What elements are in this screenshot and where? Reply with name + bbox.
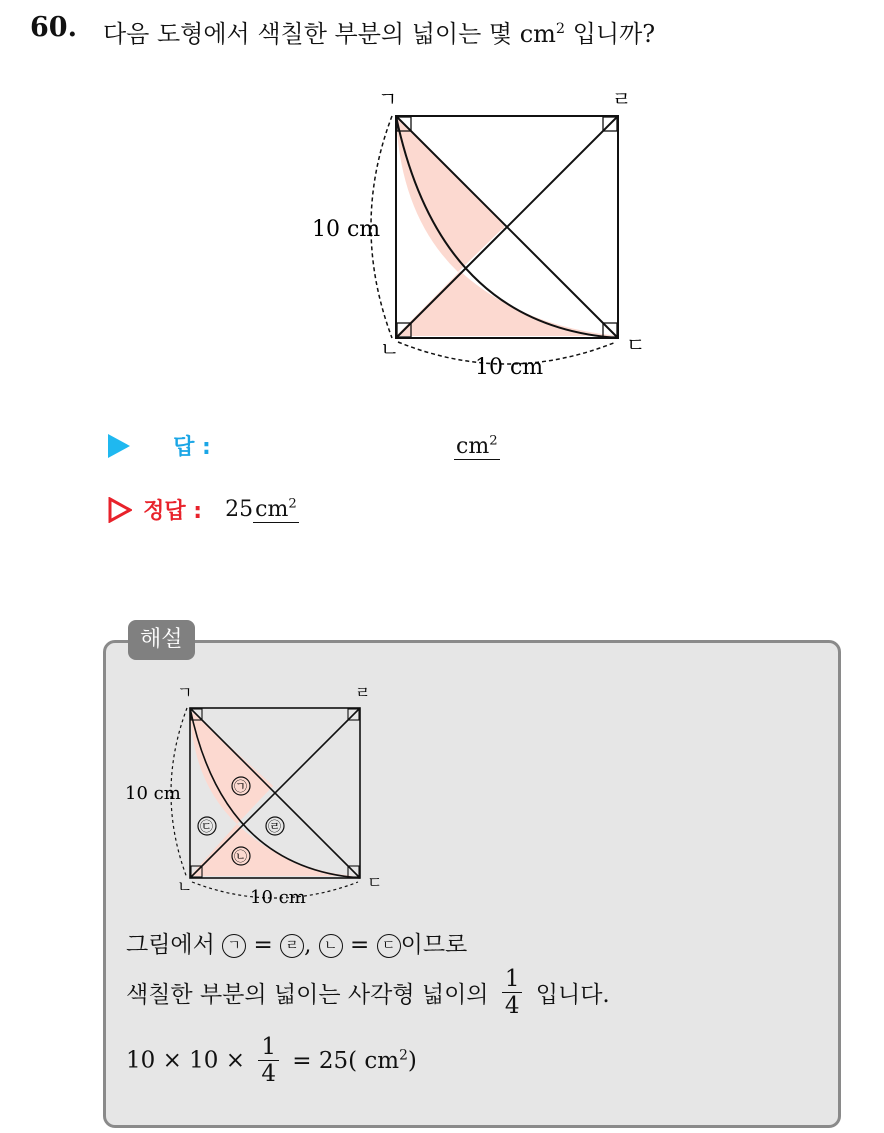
fraction-one-quarter-calc: $\frac{1}{4}$ — [258, 1034, 279, 1087]
vertex-label-r: ㄹ — [612, 87, 632, 111]
correct-answer-row — [108, 494, 299, 525]
answer-label: 답 : — [173, 435, 211, 460]
correct-answer-label: 정답 : — [143, 499, 203, 524]
sol-region-label-c: ㉢ — [200, 820, 214, 835]
vertex-label-d: ㄷ — [626, 333, 646, 357]
sol-region-label-b: ㉡ — [234, 850, 248, 865]
sol-side-label-bottom: 10 cm — [250, 887, 306, 908]
solution-line-1: 그림에서 ㄱ = ㄹ , ㄴ = ㄷ 이므로 — [126, 932, 468, 958]
sol-region-label-a: ㉠ — [234, 780, 248, 795]
solution-tag: 해설 — [128, 620, 195, 660]
sol-vertex-label-r: ㄹ — [355, 683, 371, 702]
square-figure — [300, 86, 660, 386]
correct-arrow-icon — [108, 497, 132, 523]
answer-input[interactable]: $cm^2$ — [456, 433, 498, 459]
fraction-one-quarter: $\frac{1}{4}$ — [502, 966, 523, 1019]
side-label-left: 10 cm — [312, 217, 381, 242]
solution-figure — [115, 678, 405, 908]
vertex-label-n: ㄴ — [380, 337, 400, 361]
sol-side-label-left: 10 cm — [125, 783, 181, 804]
answer-arrow-icon — [108, 434, 130, 458]
sol-vertex-label-n: ㄴ — [177, 877, 193, 896]
question-text: 다음 도형에서 색칠한 부분의 넓이는 몇 $cm^2$ 입니까? — [103, 20, 656, 48]
question-number: 60. — [30, 12, 77, 43]
answer-row — [108, 430, 211, 464]
side-label-bottom: 10 cm — [475, 355, 544, 380]
sol-vertex-label-d: ㄷ — [367, 873, 383, 892]
solution-line-2: 색칠한 부분의 넓이는 사각형 넓이의 $\frac{1}{4}$ 입니다. — [126, 966, 610, 1019]
correct-answer-value: $25cm^2$ — [225, 496, 297, 522]
solution-line-3: 10 × 10 × $\frac{1}{4}$ = 25( $cm^2$) — [126, 1034, 417, 1087]
vertex-label-g: ㄱ — [378, 87, 398, 111]
sol-vertex-label-g: ㄱ — [177, 683, 193, 702]
sol-region-label-d: ㉣ — [268, 820, 282, 835]
